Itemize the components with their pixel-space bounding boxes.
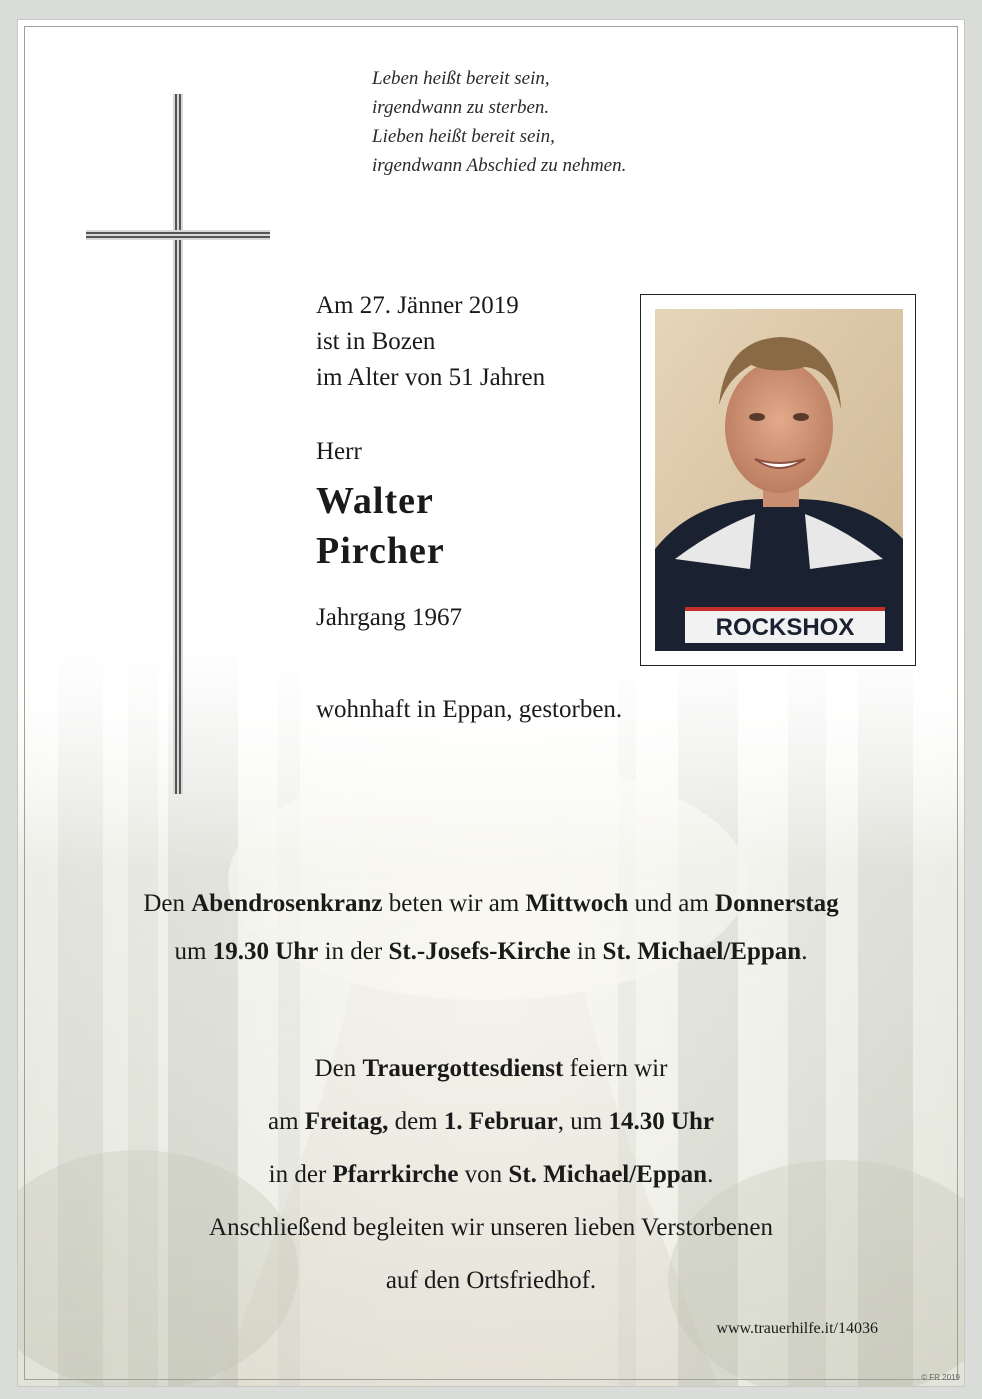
birth-year: Jahrgang 1967 (316, 604, 463, 631)
portrait-frame (640, 294, 916, 666)
text: , um (557, 1108, 609, 1135)
rosary-line-1 (18, 880, 964, 928)
death-date: Am 27. Jänner 2019 (316, 292, 519, 319)
motto-verse (372, 64, 626, 180)
funeral-line-5: auf den Ortsfriedhof. (385, 1267, 597, 1294)
last-name: Pircher (316, 530, 445, 572)
emphasis: Donnerstag (715, 890, 839, 917)
rosary-announcement (18, 880, 964, 976)
emphasis: Abendrosenkranz (191, 890, 383, 917)
deceased-name (316, 476, 445, 576)
funeral-line-3 (18, 1148, 964, 1201)
salutation: Herr (316, 438, 362, 465)
emphasis: Mittwoch (525, 890, 629, 917)
text: und am (628, 890, 716, 917)
residence: wohnhaft in Eppan, gestorben. (316, 696, 623, 723)
motto-line: Leben heißt bereit sein, (372, 68, 550, 89)
obituary-notice (18, 20, 964, 1386)
emphasis: Freitag, (304, 1108, 389, 1135)
motto-line: irgendwann zu sterben. (372, 97, 550, 118)
text: von (458, 1161, 509, 1188)
text: . (707, 1161, 714, 1188)
emphasis: 1. Februar (443, 1108, 558, 1135)
text: Den (314, 1055, 363, 1082)
rosary-line-2 (18, 928, 964, 976)
funeral-line-1 (18, 1042, 964, 1095)
text: in (570, 938, 603, 965)
text: um (174, 938, 213, 965)
death-place: ist in Bozen (316, 328, 436, 355)
death-age: im Alter von 51 Jahren (316, 364, 546, 391)
text: feiern wir (563, 1055, 668, 1082)
emphasis: Pfarrkirche (332, 1161, 459, 1188)
motto-line: Lieben heißt bereit sein, (372, 126, 555, 147)
emphasis: Trauergottesdienst (362, 1055, 564, 1082)
funeral-line-2 (18, 1095, 964, 1148)
portrait-photo (655, 309, 903, 651)
text: am (267, 1108, 305, 1135)
emphasis: 14.30 Uhr (608, 1108, 715, 1135)
jersey-text: ROCKSHOX (715, 614, 855, 641)
emphasis: St. Michael/Eppan (508, 1161, 708, 1188)
motto-line: irgendwann Abschied zu nehmen. (372, 155, 627, 176)
cross-icon (86, 94, 272, 794)
funeral-line-4: Anschließend begleiten wir unseren lieben Verstorbenen (209, 1214, 773, 1241)
death-announcement (316, 288, 545, 396)
funeral-announcement (18, 1042, 964, 1307)
emphasis: 19.30 Uhr (212, 938, 319, 965)
text: . (801, 938, 808, 965)
text: Den (143, 890, 192, 917)
text: beten wir am (382, 890, 526, 917)
website-link[interactable]: www.trauerhilfe.it/14036 (716, 1320, 878, 1337)
copyright-mark: © FR 2019 (921, 1373, 960, 1382)
text: in der (318, 938, 389, 965)
first-name: Walter (316, 480, 434, 522)
emphasis: St.-Josefs-Kirche (388, 938, 571, 965)
emphasis: St. Michael/Eppan (602, 938, 802, 965)
text: in der (268, 1161, 333, 1188)
text: dem (388, 1108, 444, 1135)
